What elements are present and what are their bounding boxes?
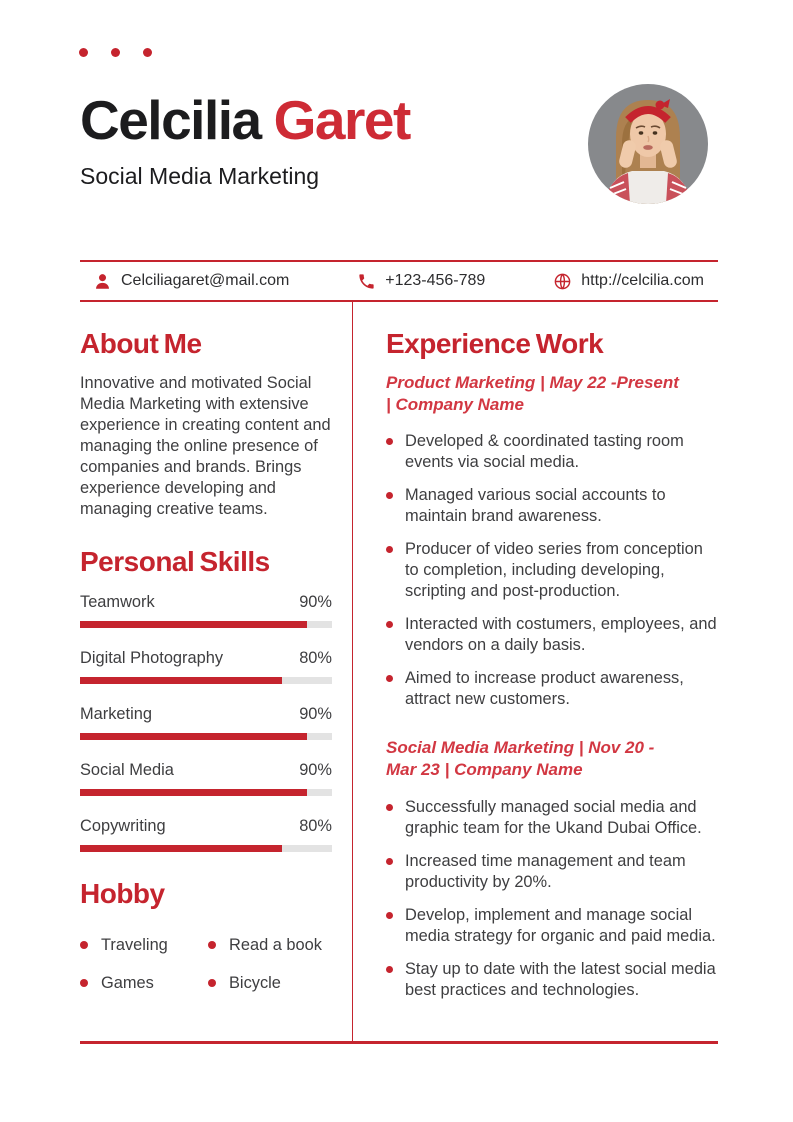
skill-item bbox=[80, 761, 332, 796]
bullet-text: Successfully managed social media and graphic team for the Ukand Dubai Office. bbox=[405, 797, 702, 837]
skill-bar-track bbox=[80, 789, 332, 796]
skill-label: Social Media bbox=[80, 761, 174, 780]
about-text: Innovative and motivated Social Media Marketing with extensive experience in creating content and managing the online presence of companies and brands. Brings experience developing and managing creative teams. bbox=[80, 374, 331, 519]
job-bullet bbox=[386, 431, 718, 473]
skill-percent: 80% bbox=[299, 817, 332, 836]
bullet-text: Developed & coordinated tasting room events via social media. bbox=[405, 432, 684, 472]
job-bullets bbox=[386, 797, 718, 1001]
bullet-icon bbox=[386, 492, 393, 499]
skill-row-header bbox=[80, 817, 332, 836]
job-title: Social Media Marketing bbox=[80, 162, 320, 189]
right-column bbox=[353, 302, 718, 1043]
bullet-icon bbox=[386, 546, 393, 553]
skill-row-header bbox=[80, 705, 332, 724]
contact-email bbox=[93, 272, 289, 291]
bullet-icon bbox=[386, 858, 393, 865]
job-heading: Social Media Marketing | Nov 20 - Mar 23 | Company Name bbox=[386, 738, 655, 779]
skill-item bbox=[80, 705, 332, 740]
job-bullet bbox=[386, 851, 718, 893]
hobby-item bbox=[80, 974, 198, 993]
person-icon bbox=[93, 272, 112, 291]
email-text: Celciliagaret@mail.com bbox=[121, 272, 290, 289]
section-title-hobby: Hobby bbox=[80, 878, 165, 910]
bullet-text: Aimed to increase product awareness, attract new customers. bbox=[405, 669, 684, 709]
skill-bar-fill bbox=[80, 789, 307, 796]
bullet-icon bbox=[386, 675, 393, 682]
bullet-text: Managed various social accounts to maintain brand awareness. bbox=[405, 486, 666, 526]
bullet-text: Producer of video series from conception to completion, including developing, scripting and post-production. bbox=[405, 540, 703, 601]
contact-bar bbox=[80, 260, 718, 302]
bullet-text: Interacted with costumers, employees, and vendors on a daily basis. bbox=[405, 615, 717, 655]
phone-icon bbox=[357, 272, 376, 291]
job-bullet bbox=[386, 539, 718, 602]
skill-bar-fill bbox=[80, 621, 307, 628]
dot-icon bbox=[79, 48, 88, 57]
decorative-dots bbox=[79, 48, 152, 57]
job-bullet bbox=[386, 797, 718, 839]
skill-label: Digital Photography bbox=[80, 649, 224, 668]
skill-row-header bbox=[80, 593, 332, 612]
content-columns bbox=[80, 302, 718, 1043]
bullet-icon bbox=[80, 941, 88, 949]
skill-item bbox=[80, 817, 332, 852]
skill-label: Copywriting bbox=[80, 817, 166, 836]
job-bullet bbox=[386, 485, 718, 527]
skill-bar-track bbox=[80, 621, 332, 628]
section-title-about: About Me bbox=[80, 328, 202, 359]
skill-bar-track bbox=[80, 733, 332, 740]
skill-bar-track bbox=[80, 845, 332, 852]
hobby-list bbox=[80, 936, 332, 993]
left-column bbox=[80, 302, 353, 1043]
contact-phone bbox=[357, 272, 485, 291]
bullet-icon bbox=[208, 941, 216, 949]
skill-label: Marketing bbox=[80, 705, 152, 724]
website-text: http://celcilia.com bbox=[581, 272, 704, 289]
portrait-illustration bbox=[588, 84, 708, 204]
hobby-item bbox=[208, 974, 332, 993]
bullet-icon bbox=[386, 912, 393, 919]
skill-bar-fill bbox=[80, 677, 282, 684]
profile-photo bbox=[588, 84, 708, 204]
bullet-text: Develop, implement and manage social media strategy for organic and paid media. bbox=[405, 905, 716, 945]
bullet-icon bbox=[386, 804, 393, 811]
section-title-experience: Experience Work bbox=[386, 328, 604, 359]
job-bullet bbox=[386, 959, 718, 1001]
header bbox=[80, 89, 410, 190]
job-bullets bbox=[386, 431, 718, 710]
skill-bar-fill bbox=[80, 733, 307, 740]
job-bullet bbox=[386, 614, 718, 656]
dot-icon bbox=[111, 48, 120, 57]
bottom-divider bbox=[80, 1041, 718, 1044]
dot-icon bbox=[143, 48, 152, 57]
job-bullet bbox=[386, 668, 718, 710]
hobby-label: Games bbox=[101, 973, 154, 992]
skill-bar-track bbox=[80, 677, 332, 684]
skill-percent: 90% bbox=[299, 761, 332, 780]
first-name: Celcilia bbox=[80, 89, 261, 151]
last-name: Garet bbox=[273, 89, 410, 151]
bullet-icon bbox=[80, 979, 88, 987]
skill-row-header bbox=[80, 649, 332, 668]
skills-list bbox=[80, 593, 332, 852]
skill-item bbox=[80, 649, 332, 684]
skill-percent: 80% bbox=[299, 649, 332, 668]
jobs-container bbox=[386, 372, 718, 1000]
skill-bar-fill bbox=[80, 845, 282, 852]
globe-icon bbox=[553, 272, 572, 291]
skill-label: Teamwork bbox=[80, 593, 155, 612]
section-title-skills: Personal Skills bbox=[80, 546, 270, 578]
phone-text: +123-456-789 bbox=[385, 272, 486, 289]
bullet-icon bbox=[386, 621, 393, 628]
skill-item bbox=[80, 593, 332, 628]
job-heading: Product Marketing | May 22 -Present | Company Name bbox=[386, 373, 679, 414]
skill-percent: 90% bbox=[299, 705, 332, 724]
job-bullet bbox=[386, 905, 718, 947]
bullet-text: Increased time management and team productivity by 20%. bbox=[405, 851, 686, 891]
name-heading bbox=[80, 89, 410, 151]
skill-row-header bbox=[80, 761, 332, 780]
contact-website bbox=[553, 272, 704, 291]
hobby-item bbox=[80, 936, 198, 955]
bullet-icon bbox=[386, 966, 393, 973]
hobby-item bbox=[208, 936, 332, 955]
bullet-icon bbox=[208, 979, 216, 987]
bullet-text: Stay up to date with the latest social media best practices and technologies. bbox=[405, 959, 716, 999]
hobby-label: Traveling bbox=[101, 935, 168, 954]
bullet-icon bbox=[386, 438, 393, 445]
hobby-label: Read a book bbox=[229, 935, 322, 954]
skill-percent: 90% bbox=[299, 593, 332, 612]
hobby-label: Bicycle bbox=[229, 973, 281, 992]
